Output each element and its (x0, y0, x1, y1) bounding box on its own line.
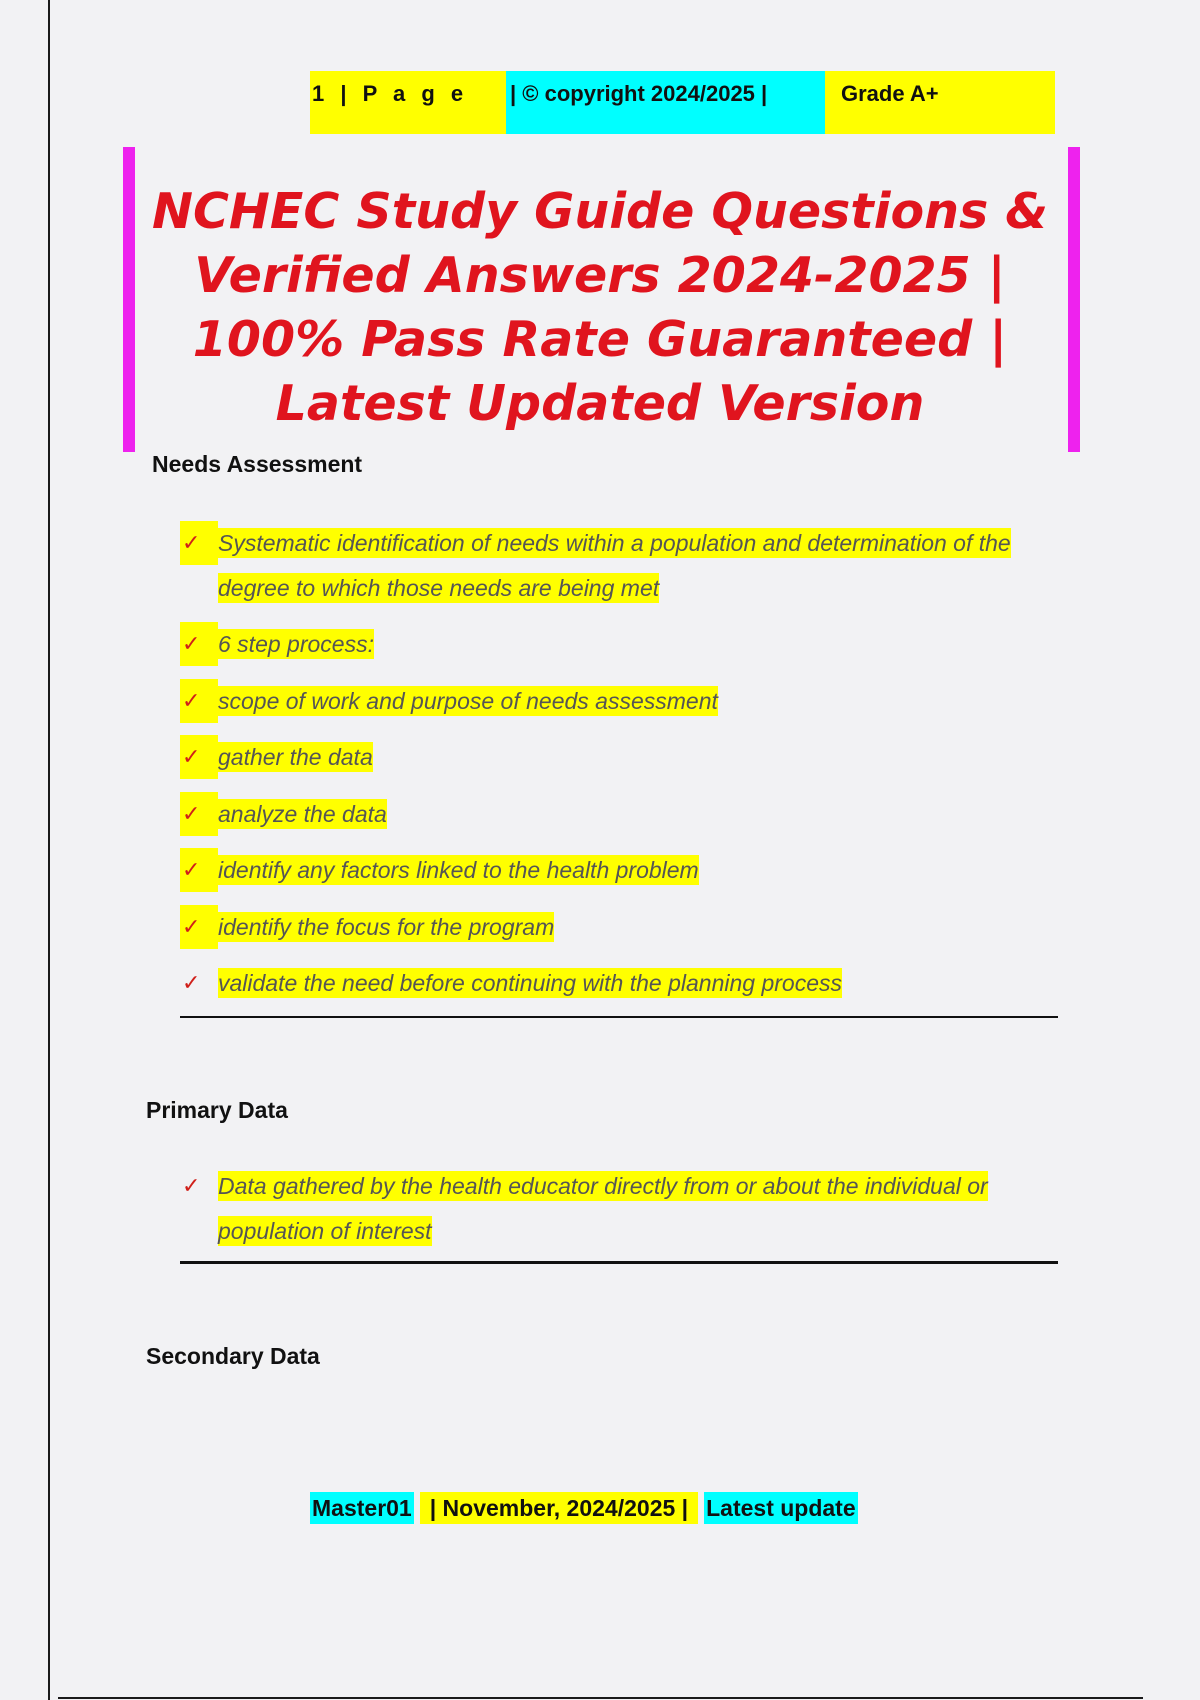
list-item-text: Systematic identification of needs within a population and determination of the degree to which those needs are being met (218, 530, 1011, 601)
list-item-text: identify any factors linked to the health problem (218, 857, 699, 883)
checkmark-icon: ✓ (180, 792, 218, 836)
heading-secondary-data: Secondary Data (146, 1343, 320, 1369)
list-item (180, 679, 1060, 724)
list-item-text: scope of work and purpose of needs assessment (218, 687, 718, 714)
checkmark-icon: ✓ (180, 622, 218, 666)
page-footer (310, 1492, 858, 1524)
list-item (180, 792, 1060, 837)
section-divider (180, 1261, 1058, 1264)
section-divider (180, 1016, 1058, 1018)
footer-update-label: Latest update (704, 1492, 858, 1524)
page-bottom-border (58, 1697, 1143, 1699)
list-item (180, 735, 1060, 780)
checkmark-icon: ✓ (180, 679, 218, 723)
list-item (180, 961, 1060, 1006)
list-item (180, 1164, 1060, 1253)
needs-assessment-list (180, 521, 1060, 1018)
grade-label: Grade A+ (825, 71, 1055, 134)
list-item (180, 622, 1060, 667)
page-left-border (48, 0, 50, 1700)
checkmark-icon: ✓ (180, 735, 218, 779)
list-item-text: analyze the data (218, 800, 387, 827)
primary-data-list (180, 1164, 1060, 1265)
checkmark-icon: ✓ (180, 848, 218, 892)
checkmark-icon: ✓ (180, 521, 218, 565)
page-header (310, 71, 1055, 134)
document-title: NCHEC Study Guide Questions & Verified Answers 2024-2025 | 100% Pass Rate Guaranteed | Latest Updated Version (151, 183, 1049, 432)
list-item-text: Data gathered by the health educator directly from or about the individual or population of interest (218, 1173, 988, 1244)
checkmark-icon: ✓ (182, 970, 201, 995)
footer-author: Master01 (310, 1492, 414, 1524)
list-item-text: gather the data (218, 744, 373, 770)
footer-date: | November, 2024/2025 | (420, 1492, 698, 1524)
checkmark-icon: ✓ (182, 1173, 201, 1198)
page-number: 1 | P a g e (310, 71, 506, 134)
checkmark-icon: ✓ (180, 905, 218, 949)
list-item (180, 848, 1060, 893)
list-item (180, 521, 1060, 610)
heading-needs-assessment: Needs Assessment (152, 451, 363, 477)
copyright-label: | © copyright 2024/2025 | (506, 71, 825, 134)
heading-primary-data: Primary Data (146, 1097, 288, 1123)
list-item-text: identify the focus for the program (218, 913, 555, 940)
list-item (180, 905, 1060, 950)
list-item-text: validate the need before continuing with the planning process (218, 970, 842, 996)
title-accent-left (123, 147, 135, 452)
list-item-text: 6 step process: (218, 631, 374, 657)
title-accent-right (1068, 147, 1080, 452)
